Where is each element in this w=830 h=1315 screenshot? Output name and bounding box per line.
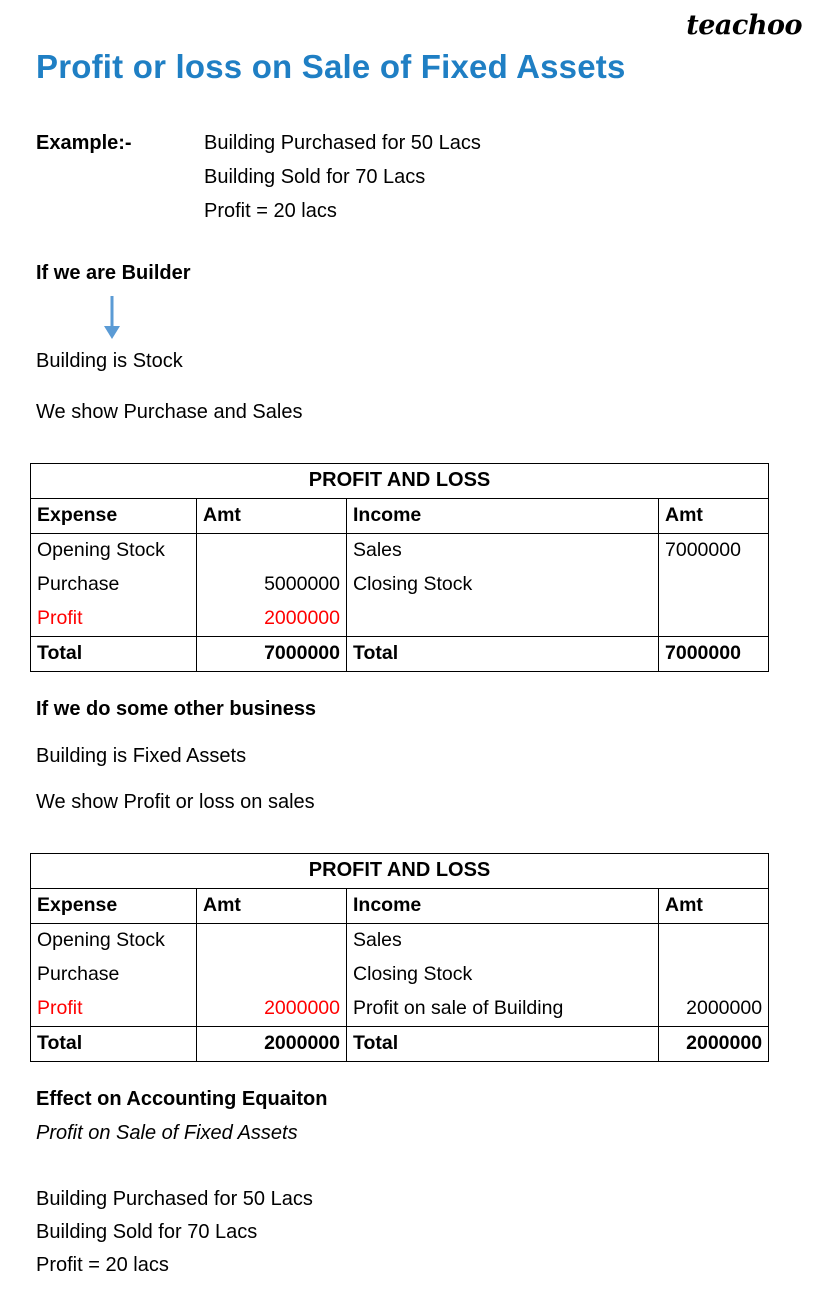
table1-r2-income-amt bbox=[659, 602, 769, 637]
table2-r0-income: Sales bbox=[347, 924, 659, 959]
effect-heading: Effect on Accounting Equaiton bbox=[36, 1088, 328, 1110]
table2-r0-income-amt bbox=[659, 924, 769, 959]
table1-r1-income: Closing Stock bbox=[347, 568, 659, 602]
table2-header-income: Income bbox=[347, 889, 659, 924]
table1-total-income-amt: 7000000 bbox=[659, 637, 769, 672]
table-header-row bbox=[31, 499, 769, 534]
table2-r1-expense: Purchase bbox=[31, 958, 197, 992]
table-title-row bbox=[31, 464, 769, 499]
table2-header-amt-left: Amt bbox=[197, 889, 347, 924]
effect-line-3: Profit = 20 lacs bbox=[36, 1254, 169, 1276]
down-arrow-icon bbox=[100, 296, 124, 340]
table2-r0-expense: Opening Stock bbox=[31, 924, 197, 959]
table-total-row bbox=[31, 637, 769, 672]
table1-r1-expense: Purchase bbox=[31, 568, 197, 602]
example-line-2: Building Sold for 70 Lacs bbox=[204, 166, 426, 188]
table1-r0-income-amt: 7000000 bbox=[659, 534, 769, 569]
table-row bbox=[31, 602, 769, 637]
table-total-row bbox=[31, 1027, 769, 1062]
table1-r1-expense-amt: 5000000 bbox=[197, 568, 347, 602]
table2-header-amt-right: Amt bbox=[659, 889, 769, 924]
table1-r2-expense: Profit bbox=[31, 602, 197, 637]
table-row bbox=[31, 992, 769, 1027]
example-line-3: Profit = 20 lacs bbox=[204, 200, 337, 222]
table2-r2-income: Profit on sale of Building bbox=[347, 992, 659, 1027]
table-row bbox=[31, 534, 769, 569]
table2-r2-expense-amt: 2000000 bbox=[197, 992, 347, 1027]
example-block bbox=[36, 126, 736, 228]
table1-title: PROFIT AND LOSS bbox=[31, 464, 769, 499]
section-heading-other-business: If we do some other business bbox=[36, 698, 317, 720]
table2-r2-expense: Profit bbox=[31, 992, 197, 1027]
table1-total-expense-amt: 7000000 bbox=[197, 637, 347, 672]
table-header-row bbox=[31, 889, 769, 924]
table1-r0-expense-amt bbox=[197, 534, 347, 569]
table1-r0-expense: Opening Stock bbox=[31, 534, 197, 569]
table1-r2-expense-amt: 2000000 bbox=[197, 602, 347, 637]
table2-total-expense-label: Total bbox=[31, 1027, 197, 1062]
example-line-1: Building Purchased for 50 Lacs bbox=[204, 132, 481, 154]
table1-header-income: Income bbox=[347, 499, 659, 534]
table2-total-expense-amt: 2000000 bbox=[197, 1027, 347, 1062]
table1-r1-income-amt bbox=[659, 568, 769, 602]
other-business-line-2: We show Profit or loss on sales bbox=[36, 791, 315, 813]
table1-r2-income bbox=[347, 602, 659, 637]
effect-subheading: Profit on Sale of Fixed Assets bbox=[36, 1122, 298, 1144]
table2-r1-income: Closing Stock bbox=[347, 958, 659, 992]
teachoo-logo: teachoo bbox=[686, 10, 802, 41]
table2-r1-income-amt bbox=[659, 958, 769, 992]
table-row bbox=[31, 958, 769, 992]
table-row bbox=[31, 568, 769, 602]
table1-r0-income: Sales bbox=[347, 534, 659, 569]
table2-title: PROFIT AND LOSS bbox=[31, 854, 769, 889]
table1-header-amt-left: Amt bbox=[197, 499, 347, 534]
table1-header-expense: Expense bbox=[31, 499, 197, 534]
builder-line-1: Building is Stock bbox=[36, 350, 183, 372]
other-business-line-1: Building is Fixed Assets bbox=[36, 745, 247, 767]
page-title: Profit or loss on Sale of Fixed Assets bbox=[36, 48, 626, 85]
table2-r1-expense-amt bbox=[197, 958, 347, 992]
builder-line-2: We show Purchase and Sales bbox=[36, 401, 303, 423]
section-heading-builder: If we are Builder bbox=[36, 262, 191, 284]
profit-and-loss-table-builder bbox=[30, 463, 769, 672]
example-lines bbox=[204, 126, 481, 228]
table1-header-amt-right: Amt bbox=[659, 499, 769, 534]
table2-total-income-label: Total bbox=[347, 1027, 659, 1062]
table2-total-income-amt: 2000000 bbox=[659, 1027, 769, 1062]
profit-and-loss-table-other bbox=[30, 853, 769, 1062]
table1-total-expense-label: Total bbox=[31, 637, 197, 672]
table2-header-expense: Expense bbox=[31, 889, 197, 924]
example-label: Example:- bbox=[36, 132, 132, 154]
table2-r2-income-amt: 2000000 bbox=[659, 992, 769, 1027]
table2-r0-expense-amt bbox=[197, 924, 347, 959]
effect-line-1: Building Purchased for 50 Lacs bbox=[36, 1188, 313, 1210]
table-title-row bbox=[31, 854, 769, 889]
table-row bbox=[31, 924, 769, 959]
effect-line-2: Building Sold for 70 Lacs bbox=[36, 1221, 258, 1243]
table1-total-income-label: Total bbox=[347, 637, 659, 672]
